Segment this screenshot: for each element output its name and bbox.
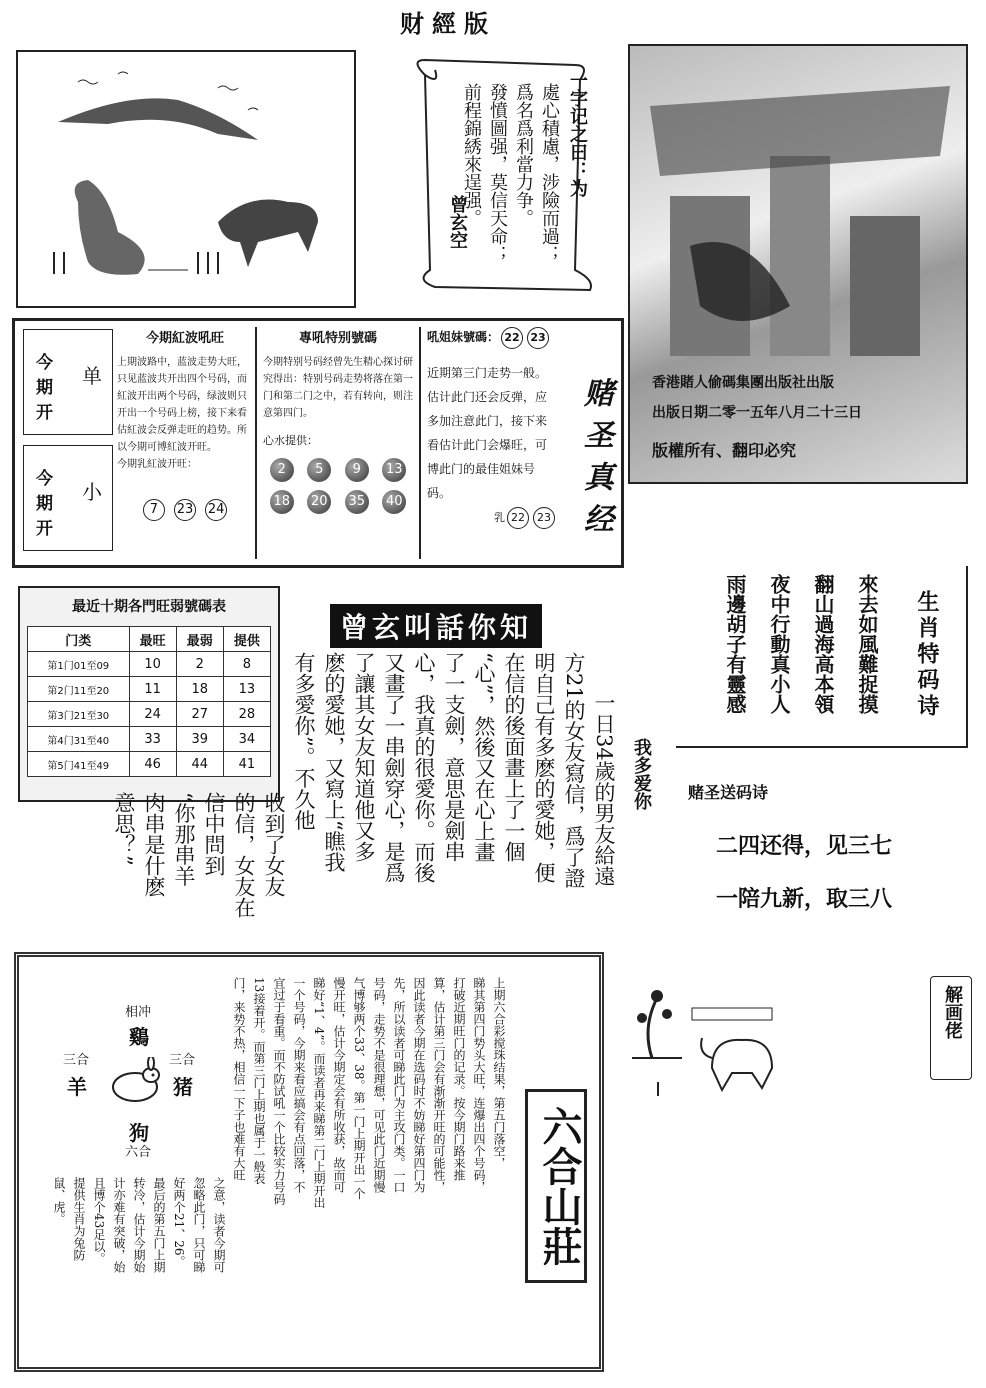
special-ball: 9 [345, 458, 369, 482]
door-cell: 第5门41至49 [28, 752, 130, 777]
red-wave-numbers [117, 498, 253, 521]
village-column: 睇好“1、4”。而读者再来睇第二门上期开出 [312, 977, 326, 1209]
door-cell: 第1门01至09 [28, 652, 130, 677]
red-wave-title: 今期紅波吼旺 [145, 331, 224, 346]
story-column: 一日34歲的男友給遠 [592, 692, 616, 887]
cover-date: 出版日期二零一五年八月二十三日 [652, 405, 862, 421]
door-table-title: 最近十期各門旺弱號碼表 [72, 599, 226, 615]
saint-poem-line-1: 二四还得，见三七 [716, 834, 893, 859]
scroll-line-4: 前程錦綉來逞强。 [461, 83, 482, 227]
zodiac-poem-title: 生肖特码诗 [914, 590, 939, 720]
header-max: 最旺 [129, 627, 176, 652]
saint-poem-title: 赌圣送码诗 [688, 783, 769, 802]
village-column: 一个号码，今期来看应搞会有点回落，不 [292, 977, 306, 1193]
scroll-line-3: 發憤圖强，莫信天命； [487, 83, 508, 263]
village-column: 气博够两个33、38。第一门上期开出一个 [352, 977, 366, 1200]
special-balls [263, 458, 413, 514]
sister-title-text: 吼姐妹號碼： [427, 330, 500, 344]
village-panel [14, 952, 604, 1372]
sister-closing-text: 乳 [494, 511, 505, 524]
divider [419, 327, 421, 559]
zodiac-poem-panel [676, 566, 968, 748]
story-column: 方21的女友寫信，爲了證 [562, 652, 586, 889]
top-zodiac-label: 相冲 [125, 1005, 152, 1020]
story-body [110, 652, 618, 948]
village-column: 忽略此门，只可睇 [192, 1177, 206, 1273]
cover-panel [628, 44, 968, 484]
cover-art [630, 46, 966, 376]
story-column: 了一支劍，意思是劍串 [442, 652, 466, 862]
min-cell: 2 [176, 652, 223, 677]
scroll-heading: 一字记之曰：为 [567, 71, 588, 197]
divider [255, 327, 257, 559]
zodiac-poem-column: 來去如風難捉摸 [855, 574, 879, 714]
special-section [263, 327, 413, 559]
village-body [49, 977, 509, 1367]
zodiac-poem-column: 雨邊胡子有靈感 [723, 574, 747, 714]
sister-number: 23 [533, 507, 555, 529]
special-ball: 18 [270, 490, 294, 514]
door-cell: 第3门21至30 [28, 702, 130, 727]
village-title: 六合山莊 [525, 1089, 587, 1283]
red-number: 24 [205, 499, 227, 521]
zodiac-poem-column: 夜中行動真小人 [767, 574, 791, 714]
middle-panel [12, 318, 624, 568]
red-number: 23 [174, 499, 196, 521]
story-column: “你那串羊 [172, 792, 196, 887]
plant-elephant-illustration [612, 978, 792, 1108]
story-column: 收到了女友 [262, 792, 286, 897]
illustration-panel [16, 50, 356, 308]
min-cell: 18 [176, 677, 223, 702]
red-number: 7 [143, 499, 165, 521]
sister-body: 近期第三门走势一般。估计此门还会反弹，应多加注意此门，接下来看估计此门会爆旺，可博此门的最佳姐妹号码。 [427, 366, 548, 500]
story-column: 又畫了一串劍穿心，是爲 [382, 652, 406, 883]
zodiac-poem-column: 翻山過海高本領 [811, 574, 835, 714]
village-column: 算，估计第三门会有渐渐开旺的可能性， [432, 977, 446, 1193]
header-min: 最弱 [176, 627, 223, 652]
bottom-zodiac: 狗 [129, 1121, 149, 1145]
max-cell: 46 [129, 752, 176, 777]
sister-closing [427, 507, 557, 529]
story-column: 肉串是什麽 [142, 792, 166, 897]
right-zodiac-label: 三合 [169, 1053, 196, 1068]
scroll-line-1: 處心積慮，涉險而過； [539, 83, 560, 263]
special-ball: 20 [307, 490, 331, 514]
special-ball: 13 [382, 458, 406, 482]
page-title: 财經版 [400, 10, 496, 38]
door-cell: 第2门11至20 [28, 677, 130, 702]
village-column: 号码，走势不是很理想，可见此门近期慢 [372, 977, 386, 1193]
left-zodiac-label: 三合 [63, 1053, 90, 1068]
story-column: “心”，然後又在心上畫 [472, 652, 496, 863]
single-box [23, 329, 113, 435]
this-period-label-2: 今期开 [36, 469, 53, 539]
cover-rights: 版權所有、翻印必究 [652, 441, 797, 460]
story-column: 的信，女友在 [232, 792, 256, 918]
small-label: 小 [82, 480, 102, 504]
max-cell: 33 [129, 727, 176, 752]
puzzle-label-box [930, 976, 972, 1080]
puzzle-label: 解画佬 [942, 985, 963, 1039]
sister-section [427, 327, 557, 559]
min-cell: 27 [176, 702, 223, 727]
special-ball: 40 [382, 490, 406, 514]
min-cell: 39 [176, 727, 223, 752]
sister-number: 23 [527, 327, 549, 349]
top-zodiac: 鷄 [129, 1025, 149, 1049]
scroll-line-2: 爲名爲利當力争。 [513, 83, 534, 227]
village-column: 计亦难有突破，始 [112, 1177, 126, 1273]
village-column: 宜过于看重。而不防试吼一个比较实力号码 [272, 977, 286, 1205]
story-column: 信中問到 [202, 792, 226, 876]
story-column: 了讓其女友知道他又多 [352, 652, 376, 862]
village-column: 睇其第四门势头大旺，连爆出四个号码， [472, 977, 486, 1193]
scroll-signature: 曾玄空 [447, 195, 468, 249]
saint-poem-line-2: 一陪九新，取三八 [716, 887, 893, 912]
door-cell: 第4门31至40 [28, 727, 130, 752]
left-zodiac: 羊 [67, 1075, 87, 1099]
small-box [23, 445, 113, 551]
max-cell: 10 [129, 652, 176, 677]
village-column: 之意，读者今期可 [212, 1177, 226, 1273]
village-column: 门，来势不热，相信一下子也难有大旺 [232, 977, 246, 1181]
saint-poem-panel [676, 760, 966, 940]
header-give: 提供 [223, 627, 270, 652]
give-cell: 41 [223, 752, 270, 777]
max-cell: 24 [129, 702, 176, 727]
bottom-zodiac-label: 六合 [125, 1145, 152, 1160]
village-column: 13接着开。而第三门上期也属于一般表 [252, 977, 266, 1185]
cover-publisher: 香港賭人偷碼集團出版社出版 [652, 375, 834, 391]
village-column: 转冷，估计今期始 [132, 1177, 146, 1273]
village-column: 因此读者今期在选码时不妨睇好第四门为 [412, 977, 426, 1193]
right-zodiac: 猪 [173, 1075, 193, 1099]
give-cell: 13 [223, 677, 270, 702]
red-wave-body: 上期波路中，蓝波走势大旺，只见蓝波共开出四个号码，而紅波开出两个号码，绿波则只开出一个号码上榜，接下来看估紅波会反弹走旺的趋势。所以今期可博紅波开旺。 [117, 357, 247, 453]
special-ball: 2 [270, 458, 294, 482]
story-column: 麽的愛她，又寫上“瞧我 [322, 652, 346, 873]
village-column: 提供生肖为兔防 [72, 1177, 86, 1261]
story-column: 意思？” [112, 792, 136, 866]
table-header-row [28, 627, 271, 652]
single-label: 单 [82, 364, 102, 388]
village-column: 且博个43足以。 [92, 1177, 106, 1265]
give-cell: 34 [223, 727, 270, 752]
this-period-label: 今期开 [36, 353, 53, 423]
red-wave-closing: 今期乳紅波开旺： [117, 459, 197, 470]
story-column: 明自己有多麽的愛她，便 [532, 652, 556, 883]
village-column: 鼠、虎。 [52, 1177, 66, 1225]
give-cell: 8 [223, 652, 270, 677]
story-column: 在信的後面畫上了一個 [502, 652, 526, 862]
min-cell: 44 [176, 752, 223, 777]
mountain-tiger-illustration [18, 52, 354, 306]
story-subtitle: 我多爱你 [631, 738, 652, 810]
story-title: 曾玄叫話你知 [330, 604, 542, 648]
special-title: 專吼特别號碼 [298, 331, 377, 346]
special-ball: 5 [307, 458, 331, 482]
village-column: 先，所以读者可睇此门为主攻门类。一口 [392, 977, 406, 1193]
sister-title [427, 327, 557, 349]
header-door: 门类 [28, 627, 130, 652]
scroll-panel [395, 55, 610, 295]
special-ball: 35 [345, 490, 369, 514]
village-column: 慢开旺，估计今期定会有所收获，故而可 [332, 977, 346, 1193]
village-column: 最后的第五门上期 [152, 1177, 166, 1273]
village-column: 上期六合彩搅珠结果，第五门落空， [492, 977, 506, 1169]
story-column: 心，我真的很愛你。而後 [412, 652, 436, 883]
village-column: 打破近期旺门的记录。按今期门路来推 [452, 977, 466, 1181]
sister-number: 22 [507, 507, 529, 529]
red-wave-section [117, 327, 253, 559]
sister-number: 22 [501, 327, 523, 349]
village-column: 好两个21、26。 [172, 1177, 186, 1268]
max-cell: 11 [129, 677, 176, 702]
story-column: 有多愛你”。不久他 [292, 652, 316, 831]
special-body: 今期特别号码经曾先生精心探讨研究得出：特别号码走势将落在第一门和第二门之中，若有转向，则注意第四门。 [263, 357, 413, 419]
calligraphy-text: 赌圣真经 [578, 377, 613, 545]
give-cell: 28 [223, 702, 270, 727]
special-label: 心水提供： [263, 434, 318, 447]
